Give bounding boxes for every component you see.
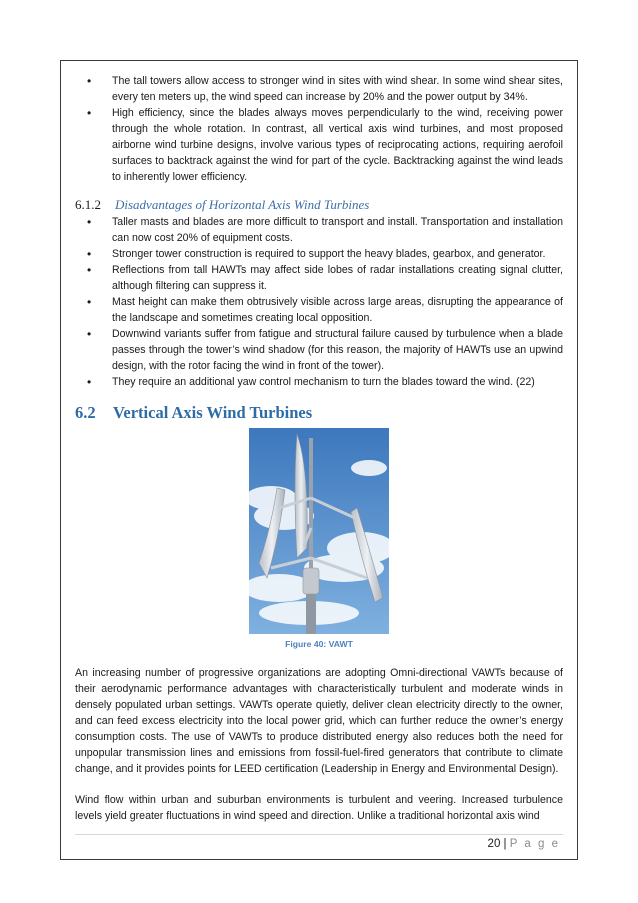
footer-divider xyxy=(75,834,563,835)
list-item: • Taller masts and blades are more difficult to transport and install. Transportation and installation can now cost 20% of equipment costs. xyxy=(75,214,563,246)
vawt-photo xyxy=(249,428,389,634)
vawt-figure xyxy=(249,428,389,634)
list-item: • The tall towers allow access to stronger wind in sites with wind shear. In some wind shear sites, every ten meters up, the wind speed can increase by 20% and the power output by 34%. xyxy=(75,73,563,105)
page-number: 20 xyxy=(487,838,501,850)
advantages-list xyxy=(75,73,563,185)
page-content xyxy=(75,73,563,824)
list-item: • They require an additional yaw control mechanism to turn the blades toward the wind. (22) xyxy=(75,374,563,390)
subsection-title: Disadvantages of Horizontal Axis Wind Turbines xyxy=(115,197,370,212)
subsection-heading xyxy=(75,196,563,214)
page-footer xyxy=(488,838,560,850)
list-item: • Stronger tower construction is required to support the heavy blades, gearbox, and generator. xyxy=(75,246,563,262)
section-title: Vertical Axis Wind Turbines xyxy=(113,403,313,422)
tower-base xyxy=(306,594,316,634)
body-paragraph: Wind flow within urban and suburban environments is turbulent and veering. Increased turbulence levels yield greater fluctuations in wind speed and direction. Unlike a traditional horizontal axis wind xyxy=(75,794,563,822)
body-paragraph: An increasing number of progressive organizations are adopting Omni-directional VAWTs because of their aerodynamic performance advantages with characteristically turbulent and moderate winds in densely populated urban settings. VAWTs operate quietly, deliver clean electricity directly to the owner, and can feed excess electricity into the local power grid, which can further reduce the owner’s energy consumption costs. The use of VAWTs to produce distributed energy also reduces both the need for unpopular transmission lines and emissions from fossil-fuel-fired generators that contribute to climate change, and it provides points for LEED certification (Leadership in Energy and Environmental Design). xyxy=(75,667,563,775)
section-number: 6.2 xyxy=(75,403,96,422)
generator-hub xyxy=(303,568,319,594)
subsection-number: 6.1.2 xyxy=(75,197,101,212)
list-item: • Downwind variants suffer from fatigue and structural failure caused by turbulence when a blade passes through the tower’s wind shadow (for this reason, the majority of HAWTs use an upwind design, with the rotor facing the wind in front of the tower). xyxy=(75,326,563,374)
section-heading xyxy=(75,402,563,424)
figure-caption: Figure 40: VAWT xyxy=(285,639,353,649)
list-item: • High efficiency, since the blades always moves perpendicularly to the wind, receiving power through the whole rotation. In contrast, all vertical axis wind turbines, and most proposed airborne wind turbine designs, involve various types of reciprocating actions, requiring aerofoil surfaces to backtrack against the wind for part of the cycle. Backtracking against the wind leads to inherently lower efficiency. xyxy=(75,105,563,185)
page-label: P a g e xyxy=(509,838,560,850)
footer-separator: | xyxy=(503,838,507,850)
list-item: • Mast height can make them obtrusively visible across large areas, disrupting the appearance of the landscape and sometimes creating local opposition. xyxy=(75,294,563,326)
disadvantages-list xyxy=(75,214,563,390)
list-item: • Reflections from tall HAWTs may affect side lobes of radar installations creating signal clutter, although filtering can suppress it. xyxy=(75,262,563,294)
